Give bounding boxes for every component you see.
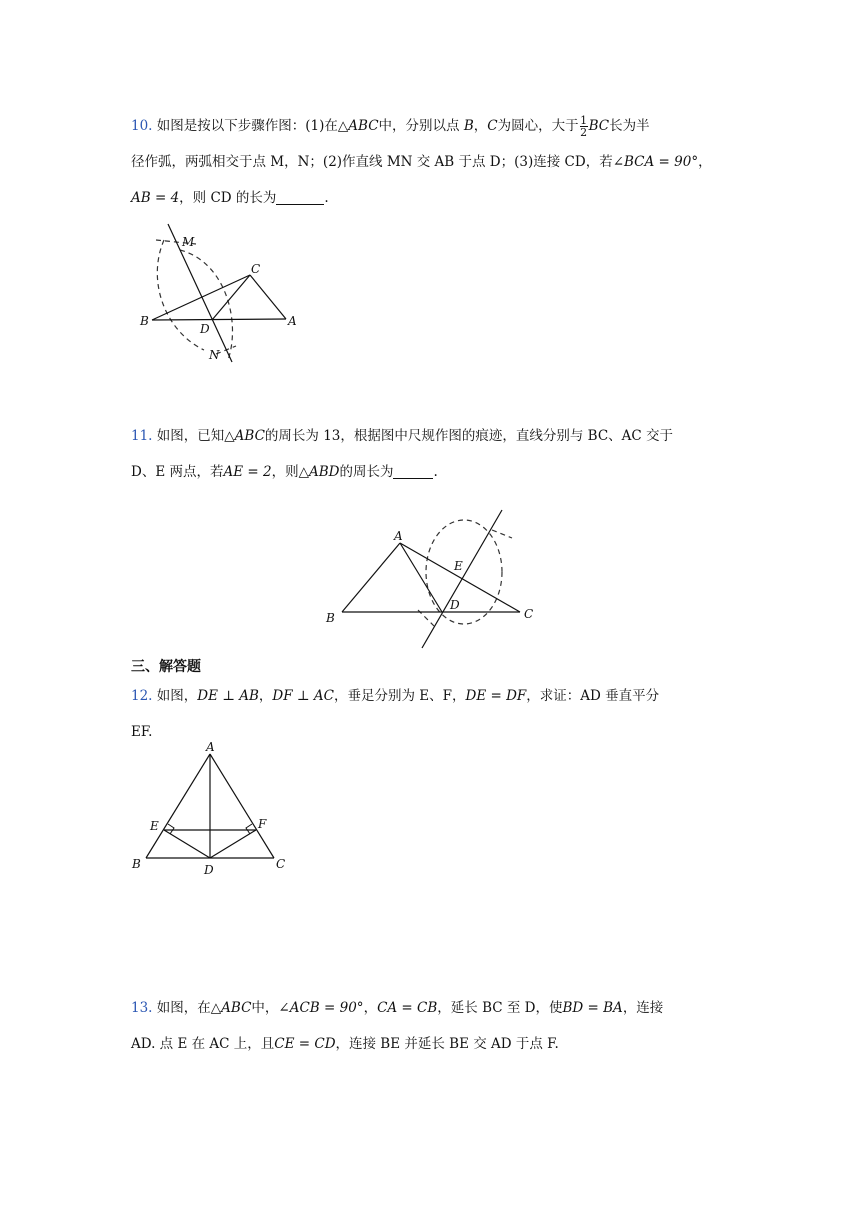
segment-ca bbox=[250, 275, 286, 319]
q11-figure bbox=[322, 508, 542, 650]
arc-circle bbox=[426, 520, 502, 624]
question-11 bbox=[131, 418, 731, 490]
label-e: E bbox=[454, 559, 463, 573]
question-13 bbox=[131, 990, 731, 1062]
label-d: D bbox=[450, 598, 460, 612]
q10-line3: AB = 4，则 CD 的长为 . bbox=[131, 190, 329, 206]
label-d: D bbox=[204, 863, 214, 877]
q10-figure bbox=[136, 222, 316, 372]
label-c: C bbox=[276, 857, 286, 871]
label-a: A bbox=[394, 529, 403, 543]
answer-blank[interactable] bbox=[276, 188, 324, 205]
label-a: A bbox=[288, 314, 297, 328]
section-heading: 三、解答题 bbox=[131, 659, 201, 675]
label-b: B bbox=[132, 857, 141, 871]
segment-ad bbox=[400, 543, 442, 612]
q12-line1: 12. 如图，DE ⊥ AB，DF ⊥ AC，垂足分别为 E、F，DE = DF，求证：AD 垂直平分 bbox=[131, 688, 660, 704]
line-mn bbox=[168, 224, 232, 362]
segment-ab bbox=[146, 754, 210, 858]
q11-line1: 11. 如图，已知△ABC的周长为 13，根据图中尺规作图的痕迹，直线分别与 BC、AC 交于 bbox=[131, 428, 674, 444]
segment-ed bbox=[164, 830, 210, 858]
segment-ab bbox=[342, 543, 400, 612]
arc-left bbox=[157, 240, 204, 350]
label-b: B bbox=[326, 611, 335, 625]
label-d: D bbox=[200, 322, 210, 336]
answer-blank[interactable] bbox=[393, 462, 433, 479]
label-n: N bbox=[209, 348, 220, 362]
segment-ab bbox=[152, 319, 286, 320]
label-c: C bbox=[524, 607, 534, 621]
segment-ac bbox=[400, 543, 520, 612]
segment-bc bbox=[152, 275, 250, 320]
segment-ac bbox=[210, 754, 274, 858]
segment-fd bbox=[210, 830, 256, 858]
label-f: F bbox=[258, 817, 267, 831]
q10-line1: 10. 如图是按以下步骤作图：(1)在△ABC中，分别以点 B，C为圆心，大于 $\frac{1}{2}$ BC长为半 bbox=[131, 114, 650, 139]
question-number: 12. bbox=[131, 688, 153, 704]
q12-figure bbox=[130, 740, 290, 880]
q13-line2: AD. 点 E 在 AC 上，且CE = CD，连接 BE 并延长 BE 交 AD 于点 F. bbox=[131, 1036, 559, 1052]
q11-line2: D、E 两点，若AE = 2，则△ABD的周长为 . bbox=[131, 464, 438, 480]
q10-line2: 径作弧，两弧相交于点 M，N；(2)作直线 MN 交 AB 于点 D；(3)连接 CD，若∠BCA = 90°， bbox=[131, 154, 712, 170]
label-c: C bbox=[251, 262, 261, 276]
fraction-half: $\frac{1}{2}$ bbox=[580, 114, 588, 139]
label-e: E bbox=[150, 819, 159, 833]
label-b: B bbox=[140, 314, 149, 328]
question-number: 13. bbox=[131, 1000, 153, 1016]
question-number: 11. bbox=[131, 428, 153, 444]
q12-line2: EF. bbox=[131, 724, 153, 740]
label-m: M bbox=[182, 235, 195, 249]
q13-line1: 13. 如图，在△ABC中，∠ACB = 90°，CA = CB，延长 BC 至 D，使BD = BA，连接 bbox=[131, 1000, 664, 1016]
question-number: 10. bbox=[131, 118, 153, 134]
question-10 bbox=[131, 108, 731, 216]
label-a: A bbox=[206, 740, 215, 754]
